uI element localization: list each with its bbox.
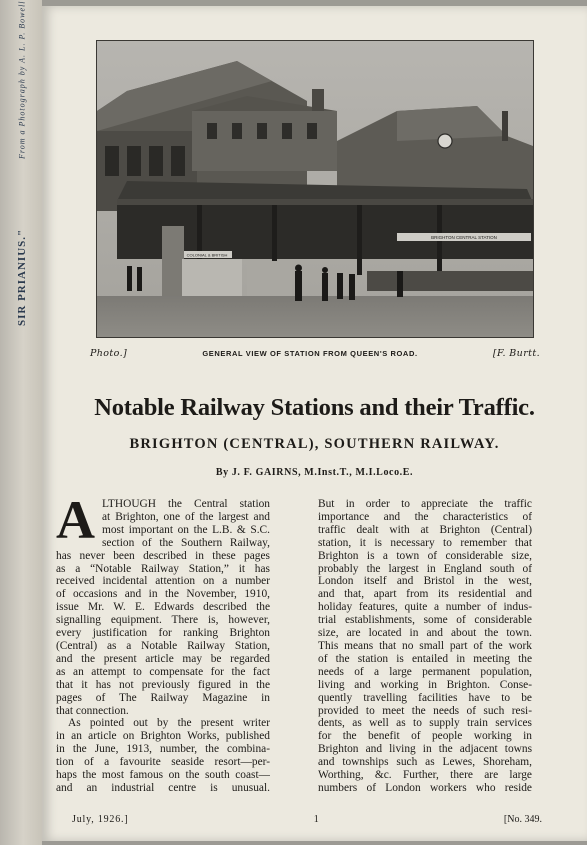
spine-text <box>10 0 34 845</box>
text-line: Worthing, &c. Further, there are large <box>318 769 532 782</box>
magazine-page <box>42 6 587 841</box>
previous-page-edge <box>0 0 42 845</box>
text-line: LTHOUGH the Central station <box>102 498 270 510</box>
text-line: every justification for ranking Brighton <box>56 627 270 640</box>
photo-sign-left: COLONIAL & BRITISH <box>186 252 228 258</box>
text-line: has never been described in these pages <box>56 549 270 562</box>
photo-caption <box>90 348 540 359</box>
text-line: holiday features, quite a number of indus- <box>318 601 532 614</box>
text-line: living and working in Brighton. Conse- <box>318 678 532 691</box>
text-line: haps the most famous on the south coast— <box>56 769 270 782</box>
text-line: dents, as well as to supply train services <box>318 717 532 730</box>
spine-title: SIR PRIANIUS." <box>16 228 28 326</box>
text-line: section of the Southern Railway, <box>102 536 270 549</box>
text-line: of the station is entailed in meeting the <box>318 652 532 665</box>
text-line: size, are located in and about the town. <box>318 627 532 640</box>
caption-photographer: [F. Burtt. <box>492 348 540 359</box>
station-photo-illustration <box>97 41 533 337</box>
article-title: Notable Railway Stations and their Traffic. <box>94 394 535 421</box>
drop-cap: A <box>56 490 95 550</box>
caption-description: GENERAL VIEW OF STATION FROM QUEEN'S ROAD. <box>202 349 418 358</box>
text-line: traffic dealt with at Brighton (Central) <box>318 523 532 536</box>
text-line: most important on the L.B. & S.C. <box>102 523 270 536</box>
text-line: and townships such as Lewes, Shoreham, <box>318 756 532 769</box>
text-line: trial establishments, some of considerable <box>318 614 532 627</box>
text-line: in the June, 1913, number, the combina- <box>56 743 270 756</box>
footer-issue-number: [No. 349. <box>503 814 542 825</box>
article-byline: By J. F. GAIRNS, M.Inst.T., M.I.Loco.E. <box>215 467 414 478</box>
text-line: that it has not previously figured in the <box>56 678 270 691</box>
footer-issue-date: July, 1926.] <box>72 814 129 825</box>
text-line: and an industrial centre is unusual. <box>56 781 270 794</box>
text-line: pages of The Railway Magazine in <box>56 691 270 704</box>
photo-sign-right: BRIGHTON CENTRAL STATION <box>431 235 497 240</box>
text-line: Brighton is a town of considerable size, <box>318 549 532 562</box>
text-line: (Central) as a Notable Railway Station, <box>56 639 270 652</box>
text-line: for the benefit of people working in <box>318 730 532 743</box>
text-line: needs of a large permanent population, <box>318 665 532 678</box>
text-line: issue Mr. W. E. Edwards described the <box>56 601 270 614</box>
text-line: that connection. <box>56 704 129 717</box>
page-footer <box>72 814 542 825</box>
article-column-right <box>318 498 532 795</box>
text-line: quently travelling facilities have to be <box>318 691 532 704</box>
text-line: London itself and Bristol in the west, <box>318 575 532 588</box>
text-line: received incidental attention on a number <box>56 575 270 588</box>
text-line: Brighton and living in the adjacent towns <box>318 743 532 756</box>
text-line: But in order to appreciate the traffic <box>318 498 532 510</box>
article-column-left <box>56 490 270 795</box>
text-line: in an article on Brighton Works, published <box>56 730 270 743</box>
article-subtitle: BRIGHTON (CENTRAL), SOUTHERN RAILWAY. <box>129 436 500 452</box>
text-line: station, it is necessary to remember that <box>318 536 532 549</box>
text-line: importance and the characteristics of <box>318 510 532 523</box>
text-line: signalling equipment. There is, however, <box>56 614 270 627</box>
footer-page-number: 1 <box>313 814 319 825</box>
text-line: and that, apart from its residential and <box>318 588 532 601</box>
text-line: and the present article may be regarded <box>56 652 270 665</box>
station-photograph <box>96 40 534 338</box>
text-line: as an attempt to compensate for the fact <box>56 665 270 678</box>
caption-photo-label: Photo.] <box>90 348 128 359</box>
text-line: probably the largest in England south of <box>318 562 532 575</box>
text-line: tion of a favourite seaside resort—per- <box>56 756 270 769</box>
text-line: as a “Notable Railway Station,” it has <box>56 562 270 575</box>
text-line: numbers of London workers who reside <box>318 781 532 794</box>
text-line: As pointed out by the present writer <box>68 717 270 730</box>
spine-photo-credit: From a Photograph by A. L. P. Bowell <box>17 0 27 159</box>
text-line: of occasions and in the November, 1910, <box>56 588 270 601</box>
text-line: at Brighton, one of the largest and <box>102 510 270 523</box>
text-line: This means that no small part of the work <box>318 639 532 652</box>
text-line: provided to meet the needs of such resi- <box>318 704 532 717</box>
